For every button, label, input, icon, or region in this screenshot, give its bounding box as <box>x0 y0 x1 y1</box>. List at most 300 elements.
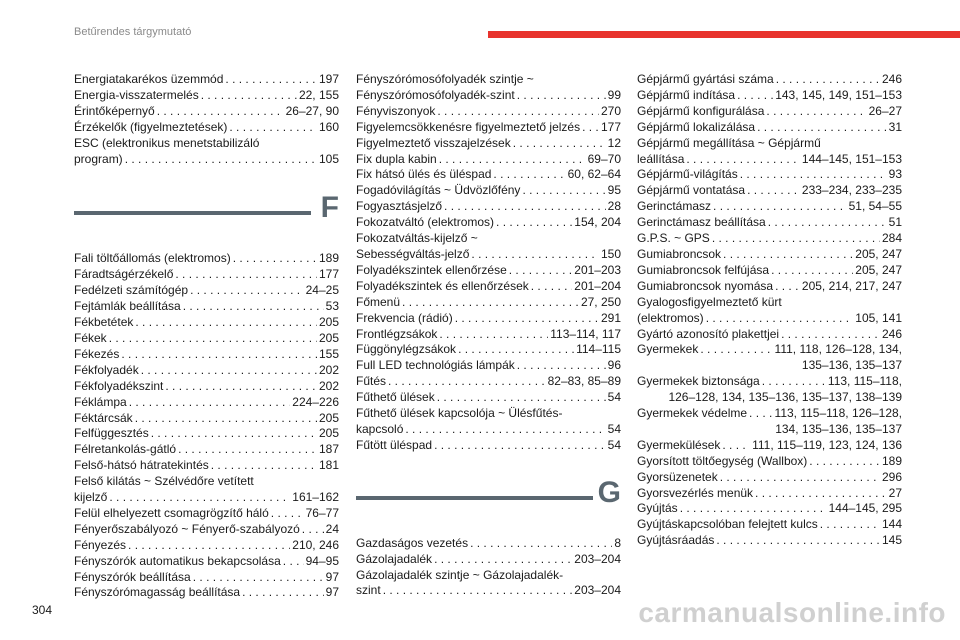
entry-line <box>356 342 621 358</box>
dot-leader <box>129 395 291 411</box>
entry-line <box>356 583 621 599</box>
entry-term: Gépjármű vontatása <box>637 183 746 198</box>
section-divider <box>74 187 339 237</box>
dot-leader <box>388 374 546 390</box>
entry-pages: 150 <box>600 246 621 261</box>
entry-term: Frontlégzsákok <box>356 326 438 341</box>
entry-term: Gázolajadalék szintje ~ Gázolajadalék- <box>356 567 564 582</box>
entry-line <box>356 438 621 454</box>
entry-term: Érzékelők (figyelmeztetések) <box>74 119 228 134</box>
entry-term: Fényszórómosófolyadék szintje ~ <box>356 72 534 86</box>
entry-pages: 202 <box>318 362 339 377</box>
entry-term: Fix hátsó ülés és üléspad <box>356 167 492 182</box>
index-column-1 <box>74 72 339 601</box>
entry-line <box>637 167 902 183</box>
dot-leader <box>766 104 866 120</box>
entry-term: Felül elhelyezett csomagrögzítő háló <box>74 505 269 520</box>
index-entry <box>74 585 339 601</box>
dot-leader <box>820 517 880 533</box>
dot-leader <box>405 422 605 438</box>
index-entry <box>74 442 339 458</box>
dot-leader <box>737 88 773 104</box>
section-letter: G <box>597 475 621 509</box>
entry-pages: 201–203 <box>574 262 621 277</box>
entry-line <box>637 486 902 502</box>
index-entry <box>637 501 902 517</box>
entry-pages: 51 <box>888 215 902 230</box>
index-entry <box>356 374 621 390</box>
entry-line <box>356 263 621 279</box>
entry-pages: 82–83, 85–89 <box>547 374 621 389</box>
entry-continuation <box>637 358 902 374</box>
index-entry <box>74 363 339 379</box>
entry-pages: 233–234, 233–235 <box>801 183 902 198</box>
entry-pages: 95 <box>607 183 621 198</box>
dot-leader <box>740 167 887 183</box>
dot-leader <box>458 342 574 358</box>
index-entry <box>637 88 902 104</box>
dot-leader <box>716 533 880 549</box>
index-entry <box>74 315 339 331</box>
dot-leader <box>771 263 853 279</box>
dot-leader <box>178 442 317 458</box>
entry-pages: 201–204 <box>574 278 621 293</box>
index-entry <box>637 374 902 406</box>
entry-pages: 27 <box>888 485 902 500</box>
entry-pages-continued: 126–128, 134, 135–136, 135–137, 138–139 <box>668 390 902 405</box>
index-entry <box>74 72 339 88</box>
entry-pages: 270 <box>600 103 621 118</box>
entry-line <box>356 215 621 231</box>
index-entry <box>637 279 902 295</box>
entry-line <box>74 411 339 427</box>
dot-leader <box>776 72 880 88</box>
entry-pages: 144 <box>881 517 902 532</box>
entry-line <box>637 263 902 279</box>
entry-pages: 60, 62–64 <box>567 167 621 182</box>
entry-line <box>356 536 621 552</box>
dot-leader <box>513 136 606 152</box>
entry-line <box>356 199 621 215</box>
entry-term: Frekvencia (rádió) <box>356 310 453 325</box>
dot-leader <box>271 506 304 522</box>
entry-pages: 113–114, 117 <box>550 326 621 341</box>
entry-term: Felső-hátsó hátratekintés <box>74 458 209 473</box>
dot-leader <box>439 152 586 168</box>
index-entry <box>74 474 339 506</box>
index-entry <box>356 295 621 311</box>
entry-pages-continued: 134, 135–136, 135–137 <box>775 421 902 436</box>
entry-line <box>74 506 339 522</box>
index-entry <box>356 438 621 454</box>
dot-leader <box>493 167 565 183</box>
index-entry <box>74 299 339 315</box>
entry-term: ESC (elektronikus menetstabilizáló <box>74 135 260 150</box>
entry-term: Gumiabroncsok nyomása <box>637 278 774 293</box>
entry-pages: 22, 155 <box>298 87 339 102</box>
entry-pages: 205 <box>318 410 339 425</box>
entry-line <box>74 538 339 554</box>
index-entry <box>74 347 339 363</box>
entry-term: Figyelmeztető visszajelzések <box>356 135 511 150</box>
index-entry <box>637 136 902 168</box>
index-entry <box>74 426 339 442</box>
index-entry <box>356 215 621 231</box>
dot-leader <box>781 327 880 343</box>
entry-term: Fáradtságérzékelő <box>74 267 174 282</box>
entry-pages: 291 <box>600 310 621 325</box>
entry-line <box>637 470 902 486</box>
dot-leader <box>809 454 880 470</box>
entry-pages: 26–27, 90 <box>285 103 339 118</box>
entry-term: Gyújtás <box>637 501 678 516</box>
entry-pages: 154, 204 <box>574 215 621 230</box>
entry-pages: 189 <box>318 251 339 266</box>
entry-term: Fűthető ülések kapcsolója ~ Ülésfűtés- <box>356 406 563 421</box>
entry-term: Gépjármű lokalizálása <box>637 119 756 134</box>
entry-pages: 210, 246 <box>292 537 339 552</box>
index-entry <box>637 183 902 199</box>
dot-leader <box>775 279 800 295</box>
dot-leader <box>157 104 284 120</box>
dot-leader <box>455 311 599 327</box>
entry-term: Fix dupla kabin <box>356 151 437 166</box>
entry-term: Félretankolás-gátló <box>74 442 177 457</box>
entry-pages-continued: 135–136, 135–137 <box>801 358 902 373</box>
index-entry <box>356 263 621 279</box>
entry-pages: 205 <box>318 315 339 330</box>
entry-pages: 113, 115–118, <box>827 374 902 389</box>
index-entry <box>637 533 902 549</box>
entry-term: Fűtött üléspad <box>356 437 433 452</box>
entry-line <box>74 395 339 411</box>
dot-leader <box>444 199 606 215</box>
entry-line <box>356 279 621 295</box>
entry-line <box>637 374 902 390</box>
index-entry <box>637 231 902 247</box>
entry-term: Gumiabroncsok felfújása <box>637 262 770 277</box>
entry-term: Gépjármű indítása <box>637 87 736 102</box>
index-entry <box>637 247 902 263</box>
entry-line <box>356 552 621 568</box>
entry-term: kapcsoló <box>356 421 404 436</box>
entry-term: Fékezés <box>74 346 120 361</box>
entry-pages: 12 <box>607 135 621 150</box>
entry-term: Fokozatváltás-kijelző ~ <box>356 231 478 246</box>
index-entry <box>74 522 339 538</box>
entry-term: Gyorsvezérlés menük <box>637 485 754 500</box>
entry-line <box>637 342 902 358</box>
entry-line <box>74 104 339 120</box>
entry-term: szint <box>356 583 381 598</box>
index-entry <box>637 438 902 454</box>
index-entry <box>356 152 621 168</box>
entry-pages: 205, 247 <box>855 246 902 261</box>
dot-leader <box>109 490 290 506</box>
entry-term: Energia-visszatermelés <box>74 87 199 102</box>
header-accent-bar <box>488 31 960 38</box>
entry-pages: 284 <box>881 231 902 246</box>
entry-pages: 224–226 <box>292 394 339 409</box>
entry-pages: 31 <box>888 119 902 134</box>
dot-leader <box>190 283 304 299</box>
entry-line <box>637 454 902 470</box>
dot-leader <box>437 104 599 120</box>
entry-line <box>356 422 621 438</box>
index-entry <box>356 136 621 152</box>
dot-leader <box>531 279 573 295</box>
entry-term: Gerinctámasz beállítása <box>637 215 766 230</box>
section-rule <box>74 211 311 215</box>
dot-leader <box>201 88 297 104</box>
entry-line <box>74 522 339 538</box>
entry-term: program) <box>74 151 123 166</box>
entry-pages: 94–95 <box>305 553 339 568</box>
entry-line <box>74 490 339 506</box>
entry-term: Gyártó azonosító plakettjei <box>637 326 780 341</box>
index-entry <box>356 72 621 104</box>
dot-leader <box>128 538 290 554</box>
entry-line <box>74 72 339 88</box>
entry-pages: 187 <box>318 442 339 457</box>
dot-leader <box>193 570 324 586</box>
index-entry <box>637 215 902 231</box>
dot-leader <box>749 406 773 422</box>
entry-line <box>637 215 902 231</box>
entry-term: Fékfolyadékszint <box>74 378 164 393</box>
entry-line <box>74 458 339 474</box>
entry-term: Fogadóvilágítás ~ Üdvözlőfény <box>356 183 521 198</box>
entry-continuation <box>637 390 902 406</box>
dot-leader <box>302 522 324 538</box>
dot-leader <box>517 88 606 104</box>
entry-term: Fényviszonyok <box>356 103 436 118</box>
section-divider <box>356 472 621 522</box>
entry-line <box>637 72 902 88</box>
entry-line <box>637 120 902 136</box>
entry-term: (elektromos) <box>637 310 704 325</box>
entry-line <box>74 347 339 363</box>
entry-pages: 69–70 <box>587 151 621 166</box>
entry-pages: 203–204 <box>574 583 621 598</box>
entry-term: Gázolajadalék <box>356 551 433 566</box>
entry-term: Gerinctámasz <box>637 199 712 214</box>
entry-line <box>637 279 902 295</box>
watermark: carmanualsonline.info <box>638 597 946 628</box>
entry-term: Fejtámlák beállítása <box>74 299 181 314</box>
entry-line <box>356 167 621 183</box>
dot-leader <box>434 438 606 454</box>
entry-term: Gumiabroncsok <box>637 246 722 261</box>
entry-term: Gyermekek védelme <box>637 406 748 421</box>
entry-line <box>356 136 621 152</box>
entry-line <box>637 104 902 120</box>
entry-pages: 143, 145, 149, 151–153 <box>775 87 902 102</box>
dot-leader <box>242 585 324 601</box>
dot-leader <box>109 331 317 347</box>
section-rule <box>356 496 593 500</box>
entry-pages: 54 <box>607 421 621 436</box>
entry-term: Gyújtáskapcsolóban felejtett kulcs <box>637 517 818 532</box>
entry-line <box>74 152 339 168</box>
entry-term: Fényszórómosófolyadék-szint <box>356 87 515 102</box>
entry-line <box>637 438 902 454</box>
entry-term: Féklámpa <box>74 394 127 409</box>
index-entry <box>637 342 902 374</box>
entry-line <box>74 88 339 104</box>
entry-pages: 161–162 <box>292 490 339 505</box>
entry-line <box>637 533 902 549</box>
index-entry <box>637 406 902 438</box>
entry-pages: 145 <box>881 533 902 548</box>
dot-leader <box>439 327 548 343</box>
index-entry <box>637 454 902 470</box>
index-column-3 <box>637 72 902 549</box>
index-entry <box>637 327 902 343</box>
entry-term: G.P.S. ~ GPS <box>637 231 710 246</box>
entry-pages: 93 <box>888 167 902 182</box>
entry-line <box>356 120 621 136</box>
dot-leader <box>509 263 573 279</box>
index-entry <box>356 327 621 343</box>
index-entry <box>356 358 621 374</box>
entry-term: Érintőképernyő <box>74 103 155 118</box>
dot-leader <box>720 470 880 486</box>
dot-leader <box>762 374 826 390</box>
entry-term: Sebességváltás-jelző <box>356 246 470 261</box>
entry-line <box>356 295 621 311</box>
dot-leader <box>283 554 304 570</box>
entry-pages: 111, 118, 126–128, 134, <box>774 342 902 357</box>
entry-pages: 144–145, 151–153 <box>801 151 902 166</box>
index-entry <box>356 279 621 295</box>
entry-pages: 54 <box>607 390 621 405</box>
index-entry <box>356 552 621 568</box>
entry-pages: 53 <box>325 299 339 314</box>
index-entry <box>74 554 339 570</box>
entry-line <box>356 88 621 104</box>
entry-pages: 27, 250 <box>580 294 621 309</box>
entry-line <box>356 152 621 168</box>
dot-leader <box>757 120 887 136</box>
dot-leader <box>141 363 317 379</box>
entry-pages: 296 <box>881 469 902 484</box>
entry-line <box>74 251 339 267</box>
entry-continuation <box>637 422 902 438</box>
entry-pages: 51, 54–55 <box>848 199 902 214</box>
entry-line <box>356 327 621 343</box>
entry-pages: 24–25 <box>305 283 339 298</box>
entry-line <box>356 247 621 263</box>
entry-line <box>356 183 621 199</box>
entry-pages: 105, 141 <box>855 310 902 325</box>
entry-line <box>356 390 621 406</box>
entry-line <box>637 136 902 152</box>
index-entry <box>356 568 621 600</box>
entry-line <box>74 585 339 601</box>
index-entry <box>74 283 339 299</box>
entry-term: Energiatakarékos üzemmód <box>74 72 224 86</box>
index-entry <box>637 486 902 502</box>
index-entry <box>356 536 621 552</box>
entry-line <box>74 315 339 331</box>
dot-leader <box>768 215 887 231</box>
dot-leader <box>496 215 572 231</box>
entry-pages: 177 <box>318 267 339 282</box>
dot-leader <box>723 247 853 263</box>
index-entry <box>356 311 621 327</box>
dot-leader <box>470 536 612 552</box>
entry-term: Fogyasztásjelző <box>356 199 443 214</box>
entry-term: kijelző <box>74 490 108 505</box>
entry-pages: 155 <box>318 346 339 361</box>
entry-line <box>356 568 621 584</box>
entry-line <box>74 379 339 395</box>
index-entry <box>637 199 902 215</box>
entry-term: Felső kilátás ~ Szélvédőre vetített <box>74 474 254 489</box>
dot-leader <box>125 152 317 168</box>
index-entry <box>356 231 621 263</box>
entry-term: Gyorsüzenetek <box>637 469 718 484</box>
entry-pages: 202 <box>318 378 339 393</box>
entry-pages: 197 <box>318 72 339 86</box>
entry-line <box>74 442 339 458</box>
index-entry <box>74 538 339 554</box>
entry-line <box>637 199 902 215</box>
dot-leader <box>175 267 317 283</box>
dot-leader <box>434 552 572 568</box>
entry-term: Folyadékszintek ellenőrzése <box>356 262 507 277</box>
entry-term: leállítása <box>637 151 685 166</box>
entry-pages: 54 <box>607 437 621 452</box>
entry-pages: 105 <box>318 151 339 166</box>
entry-pages: 205 <box>318 426 339 441</box>
dot-leader <box>135 315 317 331</box>
entry-pages: 8 <box>614 535 621 550</box>
page-number: 304 <box>32 603 53 617</box>
section-letter: F <box>320 191 339 225</box>
entry-term: Fokozatváltó (elektromos) <box>356 215 495 230</box>
dot-leader <box>722 438 750 454</box>
entry-pages: 99 <box>607 87 621 102</box>
index-entry <box>74 88 339 104</box>
index-entry <box>356 406 621 438</box>
index-entry <box>637 120 902 136</box>
entry-pages: 205, 214, 217, 247 <box>801 278 902 293</box>
entry-term: Fényszórómagasság beállítása <box>74 585 241 600</box>
entry-line <box>637 517 902 533</box>
entry-pages: 114–115 <box>576 342 621 357</box>
entry-term: Gyalogosfigyelmeztető kürt <box>637 294 782 309</box>
dot-leader <box>712 231 880 247</box>
entry-line <box>637 501 902 517</box>
entry-line <box>74 554 339 570</box>
index-entry <box>74 120 339 136</box>
entry-term: Fűtés <box>356 374 387 389</box>
entry-line <box>74 426 339 442</box>
entry-term: Felfüggesztés <box>74 426 149 441</box>
index-entry <box>74 379 339 395</box>
entry-term: Fűthető ülések <box>356 390 435 405</box>
dot-leader <box>706 311 854 327</box>
entry-line <box>74 331 339 347</box>
index-entry <box>74 267 339 283</box>
entry-term: Függönylégzsákok <box>356 342 457 357</box>
entry-pages: 97 <box>325 585 339 600</box>
index-entry <box>356 120 621 136</box>
index-entry <box>356 342 621 358</box>
entry-term: Fedélzeti számítógép <box>74 283 189 298</box>
